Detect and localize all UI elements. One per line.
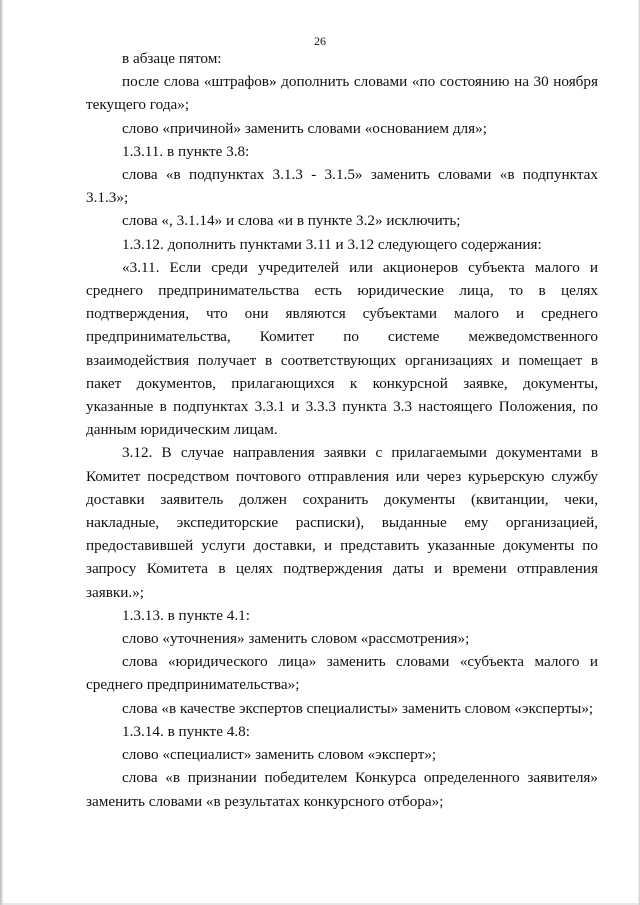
paragraph: слова «, 3.1.14» и слова «и в пункте 3.2» исключить; <box>122 212 461 230</box>
document-body <box>86 47 598 813</box>
paragraph: слова «юридического лица» заменить словами «субъекта малого и среднего предпринимательства»; <box>86 653 598 694</box>
paragraph: слово «уточнения» заменить словом «рассмотрения»; <box>122 630 470 648</box>
paragraph: в абзаце пятом: <box>122 50 222 67</box>
paragraph: 1.3.11. в пункте 3.8: <box>122 142 250 160</box>
paragraph: 1.3.13. в пункте 4.1: <box>122 606 250 624</box>
paragraph: 1.3.14. в пункте 4.8: <box>122 722 250 740</box>
paragraph: слова «в подпунктах 3.1.3 - 3.1.5» заменить словами «в подпунктах 3.1.3»; <box>86 166 598 207</box>
paragraph: слово «специалист» заменить словом «эксперт»; <box>122 746 437 764</box>
paragraph: «3.11. Если среди учредителей или акционеров субъекта малого и среднего предпринимательства есть юридические лица, то в целях подтверждения, что они являются субъектами малого и среднего предпринимательства, Комитет по системе межведомственного взаимодействия получает в соответствующих организациях и помещает в пакет документов, прилагающихся к конкурсной заявке, документы, указанные в подпунктах 3.3.1 и 3.3.3 пункта 3.3 настоящего Положения, по данным юридическим лицам. <box>86 258 598 439</box>
paragraph: после слова «штрафов» дополнить словами «по состоянию на 30 ноября текущего года»; <box>86 73 598 114</box>
paragraph: слово «причиной» заменить словами «основанием для»; <box>122 119 487 137</box>
paragraph: слова «в качестве экспертов специалисты» заменить словом «эксперты»; <box>122 699 594 717</box>
paragraph: слова «в признании победителем Конкурса определенного заявителя» заменить словами «в результатах конкурсного отбора»; <box>86 769 598 810</box>
scan-edge-left <box>0 0 3 905</box>
paragraph: 1.3.12. дополнить пунктами 3.11 и 3.12 следующего содержания: <box>122 235 542 253</box>
page-number: 26 <box>314 34 326 48</box>
paragraph: 3.12. В случае направления заявки с прилагаемыми документами в Комитет посредством почтового отправления или через курьерскую службу доставки заявитель должен сохранить документы (квитанции, чеки, накладные, экспедиторские расписки), выданные ему организацией, предоставившей услуги доставки, и представить указанные документы по запросу Комитета в целях подтверждения даты и времени отправления заявки.»; <box>86 444 598 601</box>
